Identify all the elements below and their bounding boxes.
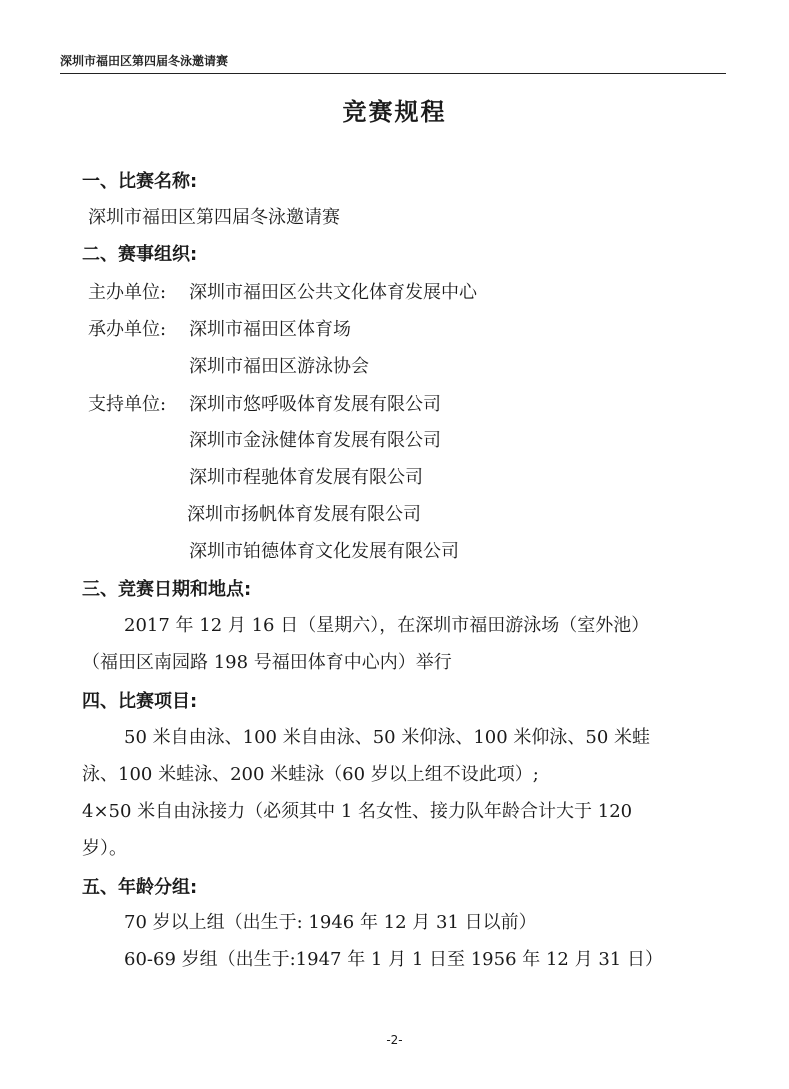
section-1-line-1: 深圳市福田区第四届冬泳邀请赛 [88,207,340,228]
organizer-value-1: 深圳市福田区体育场 [189,319,351,340]
host-label: 主办单位: [88,282,167,303]
supporter-value-3: 深圳市程驰体育发展有限公司 [189,467,423,488]
supporter-value-1: 深圳市悠呼吸体育发展有限公司 [189,394,441,415]
organizer-row [88,318,351,342]
running-header: 深圳市福田区第四届冬泳邀请赛 [60,52,726,74]
supporter-value-5: 深圳市铂德体育文化发展有限公司 [189,541,459,562]
supporter-label: 支持单位: [88,394,167,415]
section-5-line-2: 60-69 岁组（出生于:1947 年 1 月 1 日至 1956 年 12 月 31 日） [124,949,663,970]
section-2-heading: 二、赛事组织: [82,244,198,265]
page-number: -2- [386,1033,403,1047]
section-5-line-1: 70 岁以上组（出生于: 1946 年 12 月 31 日以前） [124,912,537,933]
section-3-heading: 三、竞赛日期和地点: [82,579,252,600]
section-4-line-2: 泳、100 米蛙泳、200 米蛙泳（60 岁以上组不设此项）; [82,764,539,785]
supporter-row [88,393,441,417]
section-1-heading: 一、比赛名称: [82,171,198,192]
section-4-line-3: 4×50 米自由泳接力（必须其中 1 名女性、接力队年龄合计大于 120 [82,801,633,822]
supporter-value-2: 深圳市金泳健体育发展有限公司 [189,430,441,451]
host-row [88,281,477,305]
section-3-line-1: 2017 年 12 月 16 日（星期六），在深圳市福田游泳场（室外池） [124,615,650,636]
section-4-line-4: 岁）。 [82,838,127,859]
section-3-line-2: （福田区南园路 198 号福田体育中心内）举行 [82,652,452,673]
organizer-value-2: 深圳市福田区游泳协会 [189,356,369,377]
organizer-label: 承办单位: [88,319,167,340]
host-value: 深圳市福田区公共文化体育发展中心 [189,282,477,303]
supporter-value-4: 深圳市扬帆体育发展有限公司 [187,504,421,525]
document-title: 竞赛规程 [342,98,447,126]
section-4-heading: 四、比赛项目: [82,691,198,712]
section-4-line-1: 50 米自由泳、100 米自由泳、50 米仰泳、100 米仰泳、50 米蛙 [124,727,651,748]
section-5-heading: 五、年龄分组: [82,877,198,898]
